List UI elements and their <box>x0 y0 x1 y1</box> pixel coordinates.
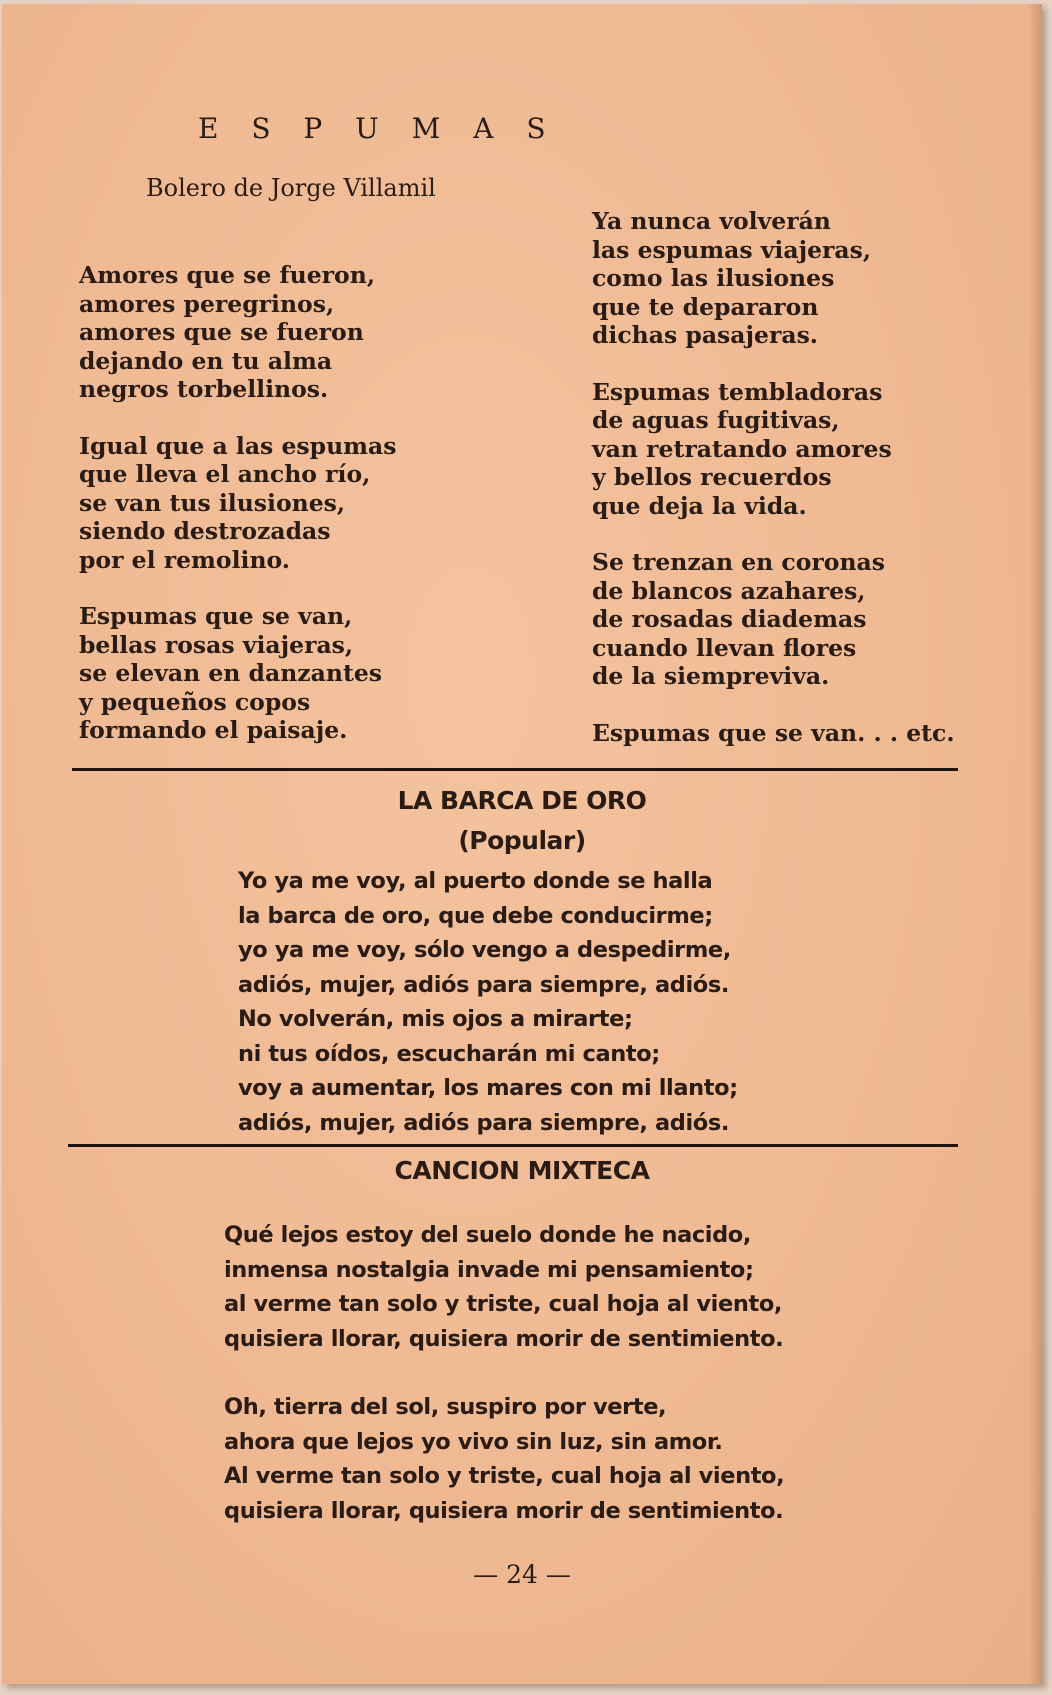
verse-line: negros torbellinos. <box>79 375 329 403</box>
verse-line: y pequeños copos <box>79 687 311 716</box>
verse-line: siendo destrozadas <box>79 517 331 545</box>
verse-line: Igual que a las espumas <box>79 431 397 460</box>
verse-line: la barca de oro, que debe conducirme; <box>238 902 713 929</box>
espumas-stanza <box>592 378 1032 521</box>
verse-line: adiós, mujer, adiós para siempre, adiós. <box>238 1109 729 1136</box>
verse-line: Al verme tan solo y triste, cual hoja al viento, <box>224 1463 785 1489</box>
espumas-stanza <box>79 602 539 745</box>
verse-line: se van tus ilusiones, <box>79 488 346 517</box>
verse-line: ni tus oídos, escucharán mi canto; <box>238 1040 660 1067</box>
espumas-stanza <box>592 719 1032 748</box>
mixteca-lyrics <box>224 1218 784 1562</box>
verse-line: al verme tan solo y triste, cual hoja al viento, <box>224 1291 783 1317</box>
page-number: — 24 — <box>473 1560 571 1589</box>
verse-line: Espumas que se van. . . etc. <box>592 718 955 747</box>
verse-line: Espumas tembladoras <box>592 377 883 406</box>
espumas-stanza <box>592 548 1032 691</box>
mixteca-stanza <box>224 1218 784 1356</box>
verse-line: No volverán, mis ojos a mirarte; <box>238 1006 633 1032</box>
verse-line: y bellos recuerdos <box>592 463 832 491</box>
verse-line: Se trenzan en coronas <box>592 548 886 576</box>
verse-line: dichas pasajeras. <box>592 321 818 349</box>
book-page <box>2 4 1042 1684</box>
verse-line: adiós, mujer, adiós para siempre, adiós. <box>238 971 729 998</box>
mixteca-stanza <box>224 1390 784 1528</box>
barca-lyrics <box>238 864 738 1140</box>
verse-line: Espumas que se van, <box>79 602 353 630</box>
verse-line: Oh, tierra del sol, suspiro por verte, <box>224 1394 667 1420</box>
espumas-stanza <box>79 261 539 404</box>
section-divider <box>72 768 958 771</box>
verse-line: Amores que se fueron, <box>79 261 375 289</box>
verse-line: de blancos azahares, <box>592 576 866 605</box>
espumas-stanza <box>592 207 1032 350</box>
espumas-title: E S P U M A S <box>198 112 558 145</box>
verse-line: van retratando amores <box>592 434 892 463</box>
espumas-subtitle: Bolero de Jorge Villamil <box>146 174 436 202</box>
barca-title: LA BARCA DE ORO <box>397 786 647 815</box>
verse-line: se elevan en danzantes <box>79 659 382 687</box>
verse-line: las espumas viajeras, <box>592 235 872 264</box>
verse-line: quisiera llorar, quisiera morir de sentimiento. <box>224 1325 784 1352</box>
verse-line: inmensa nostalgia invade mi pensamiento; <box>224 1256 754 1283</box>
mixteca-title: CANCION MIXTECA <box>394 1156 650 1185</box>
verse-line: yo ya me voy, sólo vengo a despedirme, <box>238 937 731 963</box>
verse-line: como las ilusiones <box>592 264 835 292</box>
verse-line: que te depararon <box>592 292 819 321</box>
espumas-stanza <box>79 432 539 575</box>
barca-subtitle: (Popular) <box>458 826 586 855</box>
verse-line: ahora que lejos yo vivo sin luz, sin amor. <box>224 1428 723 1455</box>
verse-line: por el remolino. <box>79 545 290 574</box>
verse-line: Yo ya me voy, al puerto donde se halla <box>238 868 713 894</box>
verse-line: Qué lejos estoy del suelo donde he nacido, <box>224 1222 752 1248</box>
verse-line: formando el paisaje. <box>79 716 348 744</box>
verse-line: amores peregrinos, <box>79 289 335 318</box>
espumas-right-column <box>592 207 1032 775</box>
verse-line: voy a aumentar, los mares con mi llanto; <box>238 1075 738 1101</box>
verse-line: Ya nunca volverán <box>592 207 831 235</box>
verse-line: que lleva el ancho río, <box>79 460 371 488</box>
section-divider <box>68 1144 958 1147</box>
verse-line: de la siempreviva. <box>592 662 830 690</box>
verse-line: bellas rosas viajeras, <box>79 630 354 659</box>
verse-line: quisiera llorar, quisiera morir de sentimiento. <box>224 1497 784 1524</box>
verse-line: cuando llevan flores <box>592 633 857 662</box>
verse-line: de aguas fugitivas, <box>592 406 840 434</box>
verse-line: que deja la vida. <box>592 491 807 520</box>
espumas-left-column <box>79 261 539 773</box>
verse-line: amores que se fueron <box>79 318 364 346</box>
verse-line: de rosadas diademas <box>592 605 867 633</box>
verse-line: dejando en tu alma <box>79 346 333 375</box>
